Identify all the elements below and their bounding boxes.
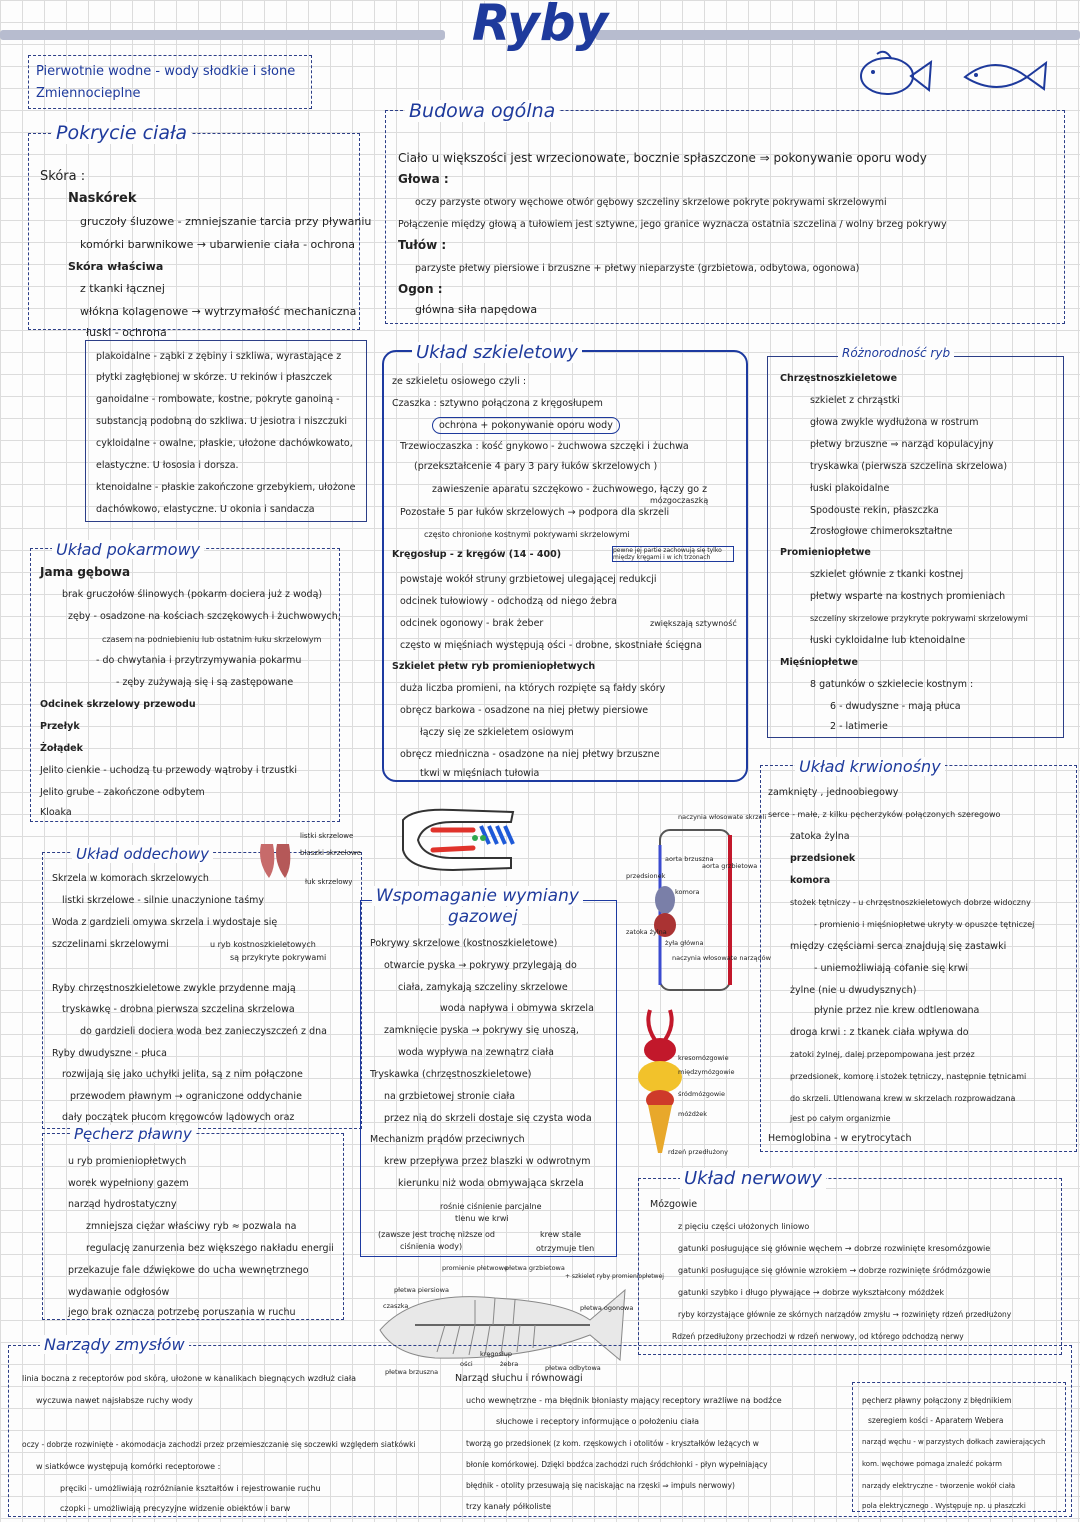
brain-label: międzymózgowie: [678, 1068, 735, 1076]
zmyslow-left-line: wyczuwa nawet najsłabsze ruchy wody: [36, 1396, 193, 1405]
oddechowy-line: przewodem pławnym → ograniczone oddychanie: [70, 1091, 302, 1102]
skeleton-label: płetwa grzbietowa: [505, 1264, 565, 1272]
krwionosny-line: przedsionek, komorę i stożek tętniczy, następnie tętnicami: [790, 1072, 1027, 1081]
budowa-line: Tułów :: [398, 238, 447, 252]
szkielet-title: Układ szkieletowy: [412, 342, 582, 363]
pokarmowy-line: zęby - osadzone na kościach szczękowych i żuchwowych,: [68, 611, 341, 622]
wymiana-line: przez nią do skrzeli dostaje się czysta woda: [384, 1113, 592, 1124]
roznorodnosc-title: Różnorodność ryb: [838, 346, 954, 360]
skull-diagram: [393, 800, 523, 880]
oddechowy-line: rozwijają się jako uchyłki jelita, są z nim połączone: [62, 1069, 303, 1080]
oddechowy-line: tryskawkę - drobna pierwsza szczelina skrzelowa: [62, 1004, 295, 1015]
pokarmowy-line: Przełyk: [40, 721, 80, 732]
gill-label: łuk skrzelowy: [305, 878, 353, 886]
pokrycie-line: łuski - ochrona: [86, 326, 167, 339]
luski-line: plakoidalne - ząbki z zębiny i szkliwa, wyrastające z: [96, 351, 342, 362]
wymiana-line: otwarcie pyska → pokrywy przylegają do: [384, 960, 577, 971]
skeleton-label: promienie płetwowe: [442, 1264, 508, 1272]
pokarmowy-line: Odcinek skrzelowy przewodu: [40, 699, 196, 710]
krwionosny-line: zatoka żylna: [790, 831, 850, 842]
oddechowy-line: listki skrzelowe - silnie unaczynione taśmy: [62, 895, 265, 906]
nerwowy-line: z pięciu części ułożonych liniowo: [678, 1222, 810, 1231]
skeleton-label: żebra: [500, 1360, 519, 1368]
krwionosny-line: stożek tętniczy - u chrzęstnoszkieletowych dobrze widoczny: [790, 898, 1031, 907]
wymiana-line: (zawsze jest trochę niższe od: [378, 1230, 495, 1239]
zmyslow-left-line: pręciki - umożliwiają rozróżnianie kształtów i rejestrowanie ruchu: [60, 1484, 321, 1493]
wymiana-line: kierunku niż woda obmywająca skrzela: [398, 1178, 584, 1189]
roznorodnosc-line: 6 - dwudyszne - mają płuca: [830, 701, 961, 712]
pokarmowy-line: Jelito grube - zakończone odbytem: [40, 787, 205, 798]
pokrycie-line: włókna kolagenowe → wytrzymałość mechaniczna: [80, 305, 357, 318]
pecherz-line: narząd hydrostatyczny: [68, 1199, 177, 1210]
szkielet-line: tkwi w mięśniach tułowia: [420, 768, 540, 779]
krwionosny-line: żylne (nie u dwudysznych): [790, 985, 917, 996]
zmyslow-right-line: pola elektrycznego . Występuje np. u płaszczki: [862, 1502, 1026, 1510]
krwionosny-line: zatoki żylnej, dalej przepompowana jest przez: [790, 1050, 975, 1059]
oddechowy-line: Ryby dwudyszne - płuca: [52, 1048, 167, 1059]
pecherz-line: wydawanie odgłosów: [68, 1287, 170, 1298]
luski-line: płytki zagłębionej w skórze. U rekinów i płaszczek: [96, 372, 333, 383]
zmyslow-left-line: czopki - umożliwiają precyzyjne widzenie obiektów i barw: [60, 1504, 291, 1513]
krwionosny-line: płynie przez nie krew odtlenowana: [814, 1005, 980, 1016]
roznorodnosc-line: płetwy wsparte na kostnych promieniach: [810, 591, 1006, 602]
oddechowy-line: Ryby chrzęstnoszkieletowe zwykle przydenne mają: [52, 983, 296, 994]
szkielet-line: odcinek ogonowy - brak żeber: [400, 618, 544, 629]
wymiana-line: otrzymuje tlen: [536, 1244, 595, 1253]
fish-doodle-2-icon: [960, 55, 1050, 95]
szkielet-line: Pozostałe 5 par łuków skrzelowych → podpora dla skrzeli: [400, 507, 670, 518]
pokarmowy-line: - do chwytania i przytrzymywania pokarmu: [96, 655, 302, 666]
skeleton-label: + szkielet ryby promieniopłetwej: [565, 1273, 664, 1280]
zmyslow-right-line: szeregiem kości - Aparatem Webera: [868, 1416, 1004, 1425]
oddechowy-line: u ryb kostnoszkieletowych: [210, 940, 316, 949]
krwionosny-line: przedsionek: [790, 853, 856, 864]
szkielet-line: duża liczba promieni, na których rozpięte są fałdy skóry: [400, 683, 666, 694]
pecherz-line: regulację zanurzenia bez większego nakładu energii: [86, 1243, 334, 1254]
nerwowy-line: gatunki posługujące się głównie wzrokiem → dobrze rozwinięte śródmózgowie: [678, 1266, 991, 1275]
skeleton-label: czaszka: [383, 1302, 409, 1310]
pokrycie-line: Naskórek: [68, 191, 137, 206]
wymiana-line: ciśnienia wody): [400, 1242, 463, 1251]
roznorodnosc-line: 8 gatunków o szkielecie kostnym :: [810, 679, 974, 690]
pokarmowy-line: - zęby zużywają się i są zastępowane: [116, 677, 294, 688]
zmyslow-left-line: w siatkówce występują komórki receptorowe :: [36, 1462, 221, 1471]
roznorodnosc-line: szkielet głównie z tkanki kostnej: [810, 569, 964, 580]
page-title: Ryby: [471, 0, 609, 52]
budowa-line: Ogon :: [398, 282, 443, 296]
pokrycie-box: [28, 133, 360, 330]
zmyslow-left-line: oczy - dobrze rozwinięte - akomodacja zachodzi przez przemieszczanie się soczewki względem siatkówki: [22, 1440, 416, 1449]
pokrycie-line: gruczoły śluzowe - zmniejszanie tarcia przy pływaniu: [80, 215, 372, 228]
oddechowy-line: są przykryte pokrywami: [230, 953, 327, 962]
szkielet-line: mózgoczaszką: [650, 496, 709, 505]
pokarmowy-line: Jelito cienkie - uchodzą tu przewody wątroby i trzustki: [40, 765, 297, 776]
budowa-line: Głowa :: [398, 172, 449, 186]
skeleton-label: kręgosłup: [480, 1350, 513, 1358]
szkielet-line: Trzewioczaszka : kość gnykowo - żuchwowa szczęki i żuchwa: [400, 441, 689, 452]
krwionosny-line: droga krwi : z tkanek ciała wpływa do: [790, 1027, 969, 1038]
wymiana-line: rośnie ciśnienie parcjalne: [440, 1202, 542, 1211]
zmyslow-right-line: kom. węchowe pomaga znaleźć pokarm: [862, 1460, 1002, 1468]
krwionosny-line: serce - małe, z kilku pęcherzyków połączonych szeregowo: [768, 810, 1001, 819]
skeleton-label: płetwa ogonowa: [580, 1304, 634, 1312]
gill-icon: [255, 838, 300, 883]
brain-label: kresomózgowie: [678, 1054, 729, 1062]
circulation-diagram: [625, 815, 740, 1000]
brain-label: rdzeń przedłużony: [668, 1148, 728, 1156]
roznorodnosc-line: łuski plakoidalne: [810, 483, 890, 494]
nerwowy-line: Mózgowie: [650, 1199, 698, 1210]
szkielet-line: odcinek tułowiowy - odchodzą od niego żebra: [400, 596, 618, 607]
wymiana-line: krew stale: [540, 1230, 582, 1239]
brain-label: śródmózgowie: [678, 1090, 725, 1098]
szkielet-line: obręcz barkowa - osadzone na niej płetwy piersiowe: [400, 705, 649, 716]
nerwowy-title: Układ nerwowy: [680, 1168, 826, 1189]
pokrycie-title: Pokrycie ciała: [52, 122, 191, 144]
luski-line: ktenoidalne - płaskie zakończone grzebykiem, ułożone: [96, 482, 356, 493]
wymiana-title-2: gazowej: [444, 907, 522, 927]
pokrycie-line: z tkanki łącznej: [80, 282, 165, 295]
roznorodnosc-line: Zrosłogłowe chimerokształtne: [810, 526, 953, 537]
szkielet-line: ze szkieletu osiowego czyli :: [392, 376, 527, 387]
szkielet-line: łączy się ze szkieletem osiowym: [420, 727, 574, 738]
budowa-box: [385, 110, 1065, 324]
brain-diagram: [630, 1005, 690, 1155]
krwionosny-line: Hemoglobina - w erytrocytach: [768, 1133, 912, 1144]
wymiana-line: ciała, zamykają szczeliny skrzelowe: [398, 982, 568, 993]
pecherz-title: Pęcherz pławny: [70, 1125, 196, 1143]
pecherz-line: worek wypełniony gazem: [68, 1178, 189, 1189]
szkielet-line: zwiększają sztywność: [650, 619, 737, 628]
oddechowy-line: szczelinami skrzelowymi: [52, 939, 169, 950]
szkielet-line: zawieszenie aparatu szczękowo - żuchwowego, łączy go z: [432, 484, 708, 495]
roznorodnosc-line: Chrzęstnoszkieletowe: [780, 373, 898, 384]
fish-doodle-icon: [855, 48, 935, 98]
roznorodnosc-line: 2 - latimerie: [830, 721, 888, 732]
intro-item-2: Zmiennocieplne: [36, 86, 141, 101]
skeleton-label: ości: [460, 1360, 473, 1368]
budowa-line: parzyste płetwy piersiowe i brzuszne + płetwy nieparzyste (grzbietowa, odbytowa, ogonowa): [415, 263, 860, 274]
budowa-title: Budowa ogólna: [405, 100, 559, 122]
szkielet-line: Czaszka : sztywno połączona z kręgosłupem: [392, 398, 603, 409]
krwionosny-line: komora: [790, 875, 831, 886]
szkielet-line: ochrona + pokonywanie oporu wody: [432, 417, 620, 434]
heart-label: aorta grzbietowa: [702, 862, 758, 870]
szkielet-line: Kręgosłup - z kręgów (14 - 400): [392, 549, 562, 560]
heart-label: aorta brzuszna: [665, 855, 714, 863]
roznorodnosc-line: łuski cykloidalne lub ktenoidalne: [810, 635, 966, 646]
roznorodnosc-line: szczeliny skrzelowe przykryte pokrywami skrzelowymi: [810, 614, 1028, 623]
heart-label: przedsionek: [626, 872, 666, 880]
nerwowy-line: Rdzeń przedłużony przechodzi w rdzeń nerwowy, od którego odchodzą nerwy: [672, 1332, 964, 1341]
wymiana-line: Tryskawka (chrzęstnoszkieletowe): [370, 1069, 532, 1080]
zmyslow-right-line: narząd węchu - w parzystych dołkach zawierających: [862, 1438, 1046, 1446]
budowa-line: Ciało u większości jest wrzecionowate, bocznie spłaszczone ⇒ pokonywanie oporu wody: [398, 151, 927, 165]
zmyslow-mid-line: trzy kanały półkoliste: [466, 1502, 551, 1511]
pecherz-line: jego brak oznacza potrzebę poruszania w ruchu: [68, 1307, 296, 1318]
krwionosny-line: między częściami serca znajdują się zastawki: [790, 941, 1007, 952]
roznorodnosc-line: Promieniopłetwe: [780, 547, 871, 558]
zmyslow-mid-line: tworzą go przedsionek (z kom. rzęskowych i otolitów - kryształków leżących w: [466, 1439, 759, 1448]
roznorodnosc-line: głowa zwykle wydłużona w rostrum: [810, 417, 979, 428]
wymiana-line: tlenu we krwi: [455, 1214, 509, 1223]
zmyslow-mid-line: Narząd słuchu i równowagi: [455, 1373, 583, 1384]
gill-label: listki skrzelowe: [300, 832, 354, 840]
pokarmowy-line: brak gruczołów ślinowych (pokarm dociera już z wodą): [62, 589, 323, 600]
pokrycie-line: komórki barwnikowe → ubarwienie ciała - ochrona: [80, 238, 356, 251]
luski-line: ganoidalne - rombowate, kostne, pokryte ganoiną -: [96, 394, 340, 405]
roznorodnosc-line: płetwy brzuszne ⇒ narząd kopulacyjny: [810, 439, 994, 450]
roznorodnosc-line: Spodouste rekin, płaszczka: [810, 505, 939, 516]
pokarmowy-line: Żołądek: [40, 743, 83, 754]
pokarmowy-line: czasem na podniebieniu lub ostatnim łuku skrzelowym: [102, 635, 322, 644]
szkielet-box: [382, 350, 748, 782]
heart-label: naczynia włosowate narządów: [672, 954, 771, 962]
pokarmowy-line: Jama gębowa: [40, 565, 131, 579]
nerwowy-line: gatunki szybko i długo pływające → dobrze wykształcony móżdżek: [678, 1288, 945, 1297]
zmyslow-mid-line: słuchowe i receptory informujące o położeniu ciała: [496, 1417, 699, 1426]
krwionosny-line: - promienio i mięśniopłetwe ukryty w opuszce tętniczej: [814, 920, 1035, 929]
heart-label: żyła główna: [665, 939, 704, 947]
szkielet-line: często chronione kostnymi pokrywami skrzelowymi: [424, 530, 630, 539]
pokrycie-line: Skóra właściwa: [68, 260, 164, 273]
oddechowy-line: dały początek płucom kręgowców lądowych oraz: [62, 1112, 295, 1123]
pecherz-line: przekazuje fale dźwiękowe do ucha wewnętrznego: [68, 1265, 309, 1276]
skeleton-label: płetwa brzuszna: [385, 1368, 439, 1376]
pokrycie-line: Skóra :: [40, 169, 86, 184]
luski-line: elastyczne. U łososia i dorsza.: [96, 460, 239, 471]
heart-label: naczynia włosowate skrzeli: [678, 813, 767, 821]
wymiana-line: na grzbietowej stronie ciała: [384, 1091, 516, 1102]
luski-box: [85, 340, 367, 522]
roznorodnosc-line: szkielet z chrząstki: [810, 395, 900, 406]
luski-line: cykloidalne - owalne, płaskie, ułożone dachówkowato,: [96, 438, 353, 449]
szkielet-line: pewne jej partie zachowują się tylko między kręgami i w ich trzonach: [612, 546, 734, 562]
zmyslow-mid-line: błędnik - otolity przesuwają się naciskając na rzęski ⇒ impuls nerwowy): [466, 1481, 735, 1490]
krwionosny-line: jest po całym organizmie: [790, 1114, 891, 1123]
budowa-line: oczy parzyste otwory węchowe otwór gębowy szczeliny skrzelowe pokryte pokrywami skrzelowymi: [415, 197, 887, 208]
luski-line: dachówkowo, elastyczne. U okonia i sandacza: [96, 504, 315, 515]
zmyslow-mid-line: błonie komórkowej. Dzięki bodźca zachodzi ruch śródchłonki - płyn wypełniający: [466, 1460, 768, 1469]
pecherz-line: u ryb promieniopłetwych: [68, 1156, 187, 1167]
wymiana-line: woda napływa i obmywa skrzela: [440, 1003, 594, 1014]
budowa-line: główna siła napędowa: [415, 303, 538, 316]
roznorodnosc-line: Mięśniopłetwe: [780, 657, 858, 668]
krwionosny-title: Układ krwionośny: [795, 757, 945, 776]
oddechowy-line: Skrzela w komorach skrzelowych: [52, 873, 209, 884]
szkielet-line: często w mięśniach występują ości - drobne, skostniałe ścięgna: [400, 640, 702, 651]
heart-label: komora: [675, 888, 700, 896]
pokarmowy-title: Układ pokarmowy: [52, 540, 204, 559]
zmyslow-mid-line: ucho wewnętrzne - ma błędnik błoniasty mający receptory wrażliwe na bodźce: [466, 1396, 782, 1405]
wymiana-line: woda wypływa na zewnątrz ciała: [398, 1047, 554, 1058]
skeleton-label: płetwa piersiowa: [394, 1286, 449, 1294]
pokarmowy-line: Kloaka: [40, 807, 72, 818]
wymiana-line: zamknięcie pyska → pokrywy się unoszą,: [384, 1025, 579, 1036]
roznorodnosc-line: tryskawka (pierwsza szczelina skrzelowa): [810, 461, 1008, 472]
budowa-line: Połączenie między głową a tułowiem jest sztywne, jego granice wyznacza ostatnia szczelina / wolny brzeg pokrywy: [398, 219, 947, 230]
wymiana-title-1: Wspomaganie wymiany: [372, 886, 583, 906]
zmyslow-right-line: narządy elektryczne - tworzenie wokół ciała: [862, 1482, 1016, 1490]
szkielet-line: powstaje wokół struny grzbietowej ulegającej redukcji: [400, 574, 657, 585]
krwionosny-line: do skrzeli. Utlenowana krew w skrzelach rozprowadzana: [790, 1094, 1016, 1103]
luski-line: substancją podobną do szkliwa. U jesiotra i niszczuki: [96, 416, 347, 427]
wymiana-line: Pokrywy skrzelowe (kostnoszkieletowe): [370, 938, 558, 949]
zmyslow-title: Narządy zmysłów: [40, 1335, 189, 1354]
szkielet-line: (przekształcenie 4 pary 3 pary łuków skrzelowych ): [414, 461, 658, 472]
pecherz-line: zmniejsza ciężar właściwy ryb ≈ pozwala na: [86, 1221, 297, 1232]
zmyslow-right-line: pęcherz pławny połączony z błędnikiem: [862, 1396, 1012, 1405]
wymiana-line: Mechanizm prądów przeciwnych: [370, 1134, 525, 1145]
szkielet-line: obręcz miedniczna - osadzone na niej płetwy brzuszne: [400, 749, 660, 760]
nerwowy-line: gatunki posługujące się głównie węchem → dobrze rozwinięte kresomózgowie: [678, 1244, 991, 1253]
oddechowy-title: Układ oddechowy: [72, 845, 213, 863]
nerwowy-line: ryby korzystające głównie ze skórnych narządów zmysłu → rozwinięty rdzeń przedłużony: [678, 1310, 1012, 1319]
brain-label: móżdżek: [678, 1110, 708, 1118]
szkielet-line: Szkielet płetw ryb promieniopłetwych: [392, 661, 596, 672]
krwionosny-line: zamknięty , jednoobiegowy: [768, 787, 899, 798]
zmyslow-left-line: linia boczna z receptorów pod skórą, ułożone w kanalikach biegnących wzdłuż ciała: [22, 1374, 357, 1383]
wymiana-line: krew przepływa przez blaszki w odwrotnym: [384, 1156, 591, 1167]
oddechowy-line: do gardzieli dociera woda bez zanieczyszczeń z dna: [80, 1026, 327, 1037]
oddechowy-line: Woda z gardzieli omywa skrzela i wydostaje się: [52, 917, 278, 928]
gill-label: blaszki skrzelowe: [300, 849, 362, 857]
heart-label: zatoka żylna: [626, 928, 667, 936]
krwionosny-line: - uniemożliwiają cofanie się krwi: [814, 963, 969, 974]
intro-item-1: Pierwotnie wodne - wody słodkie i słone: [36, 64, 296, 79]
skeleton-label: płetwa odbytowa: [545, 1364, 601, 1372]
